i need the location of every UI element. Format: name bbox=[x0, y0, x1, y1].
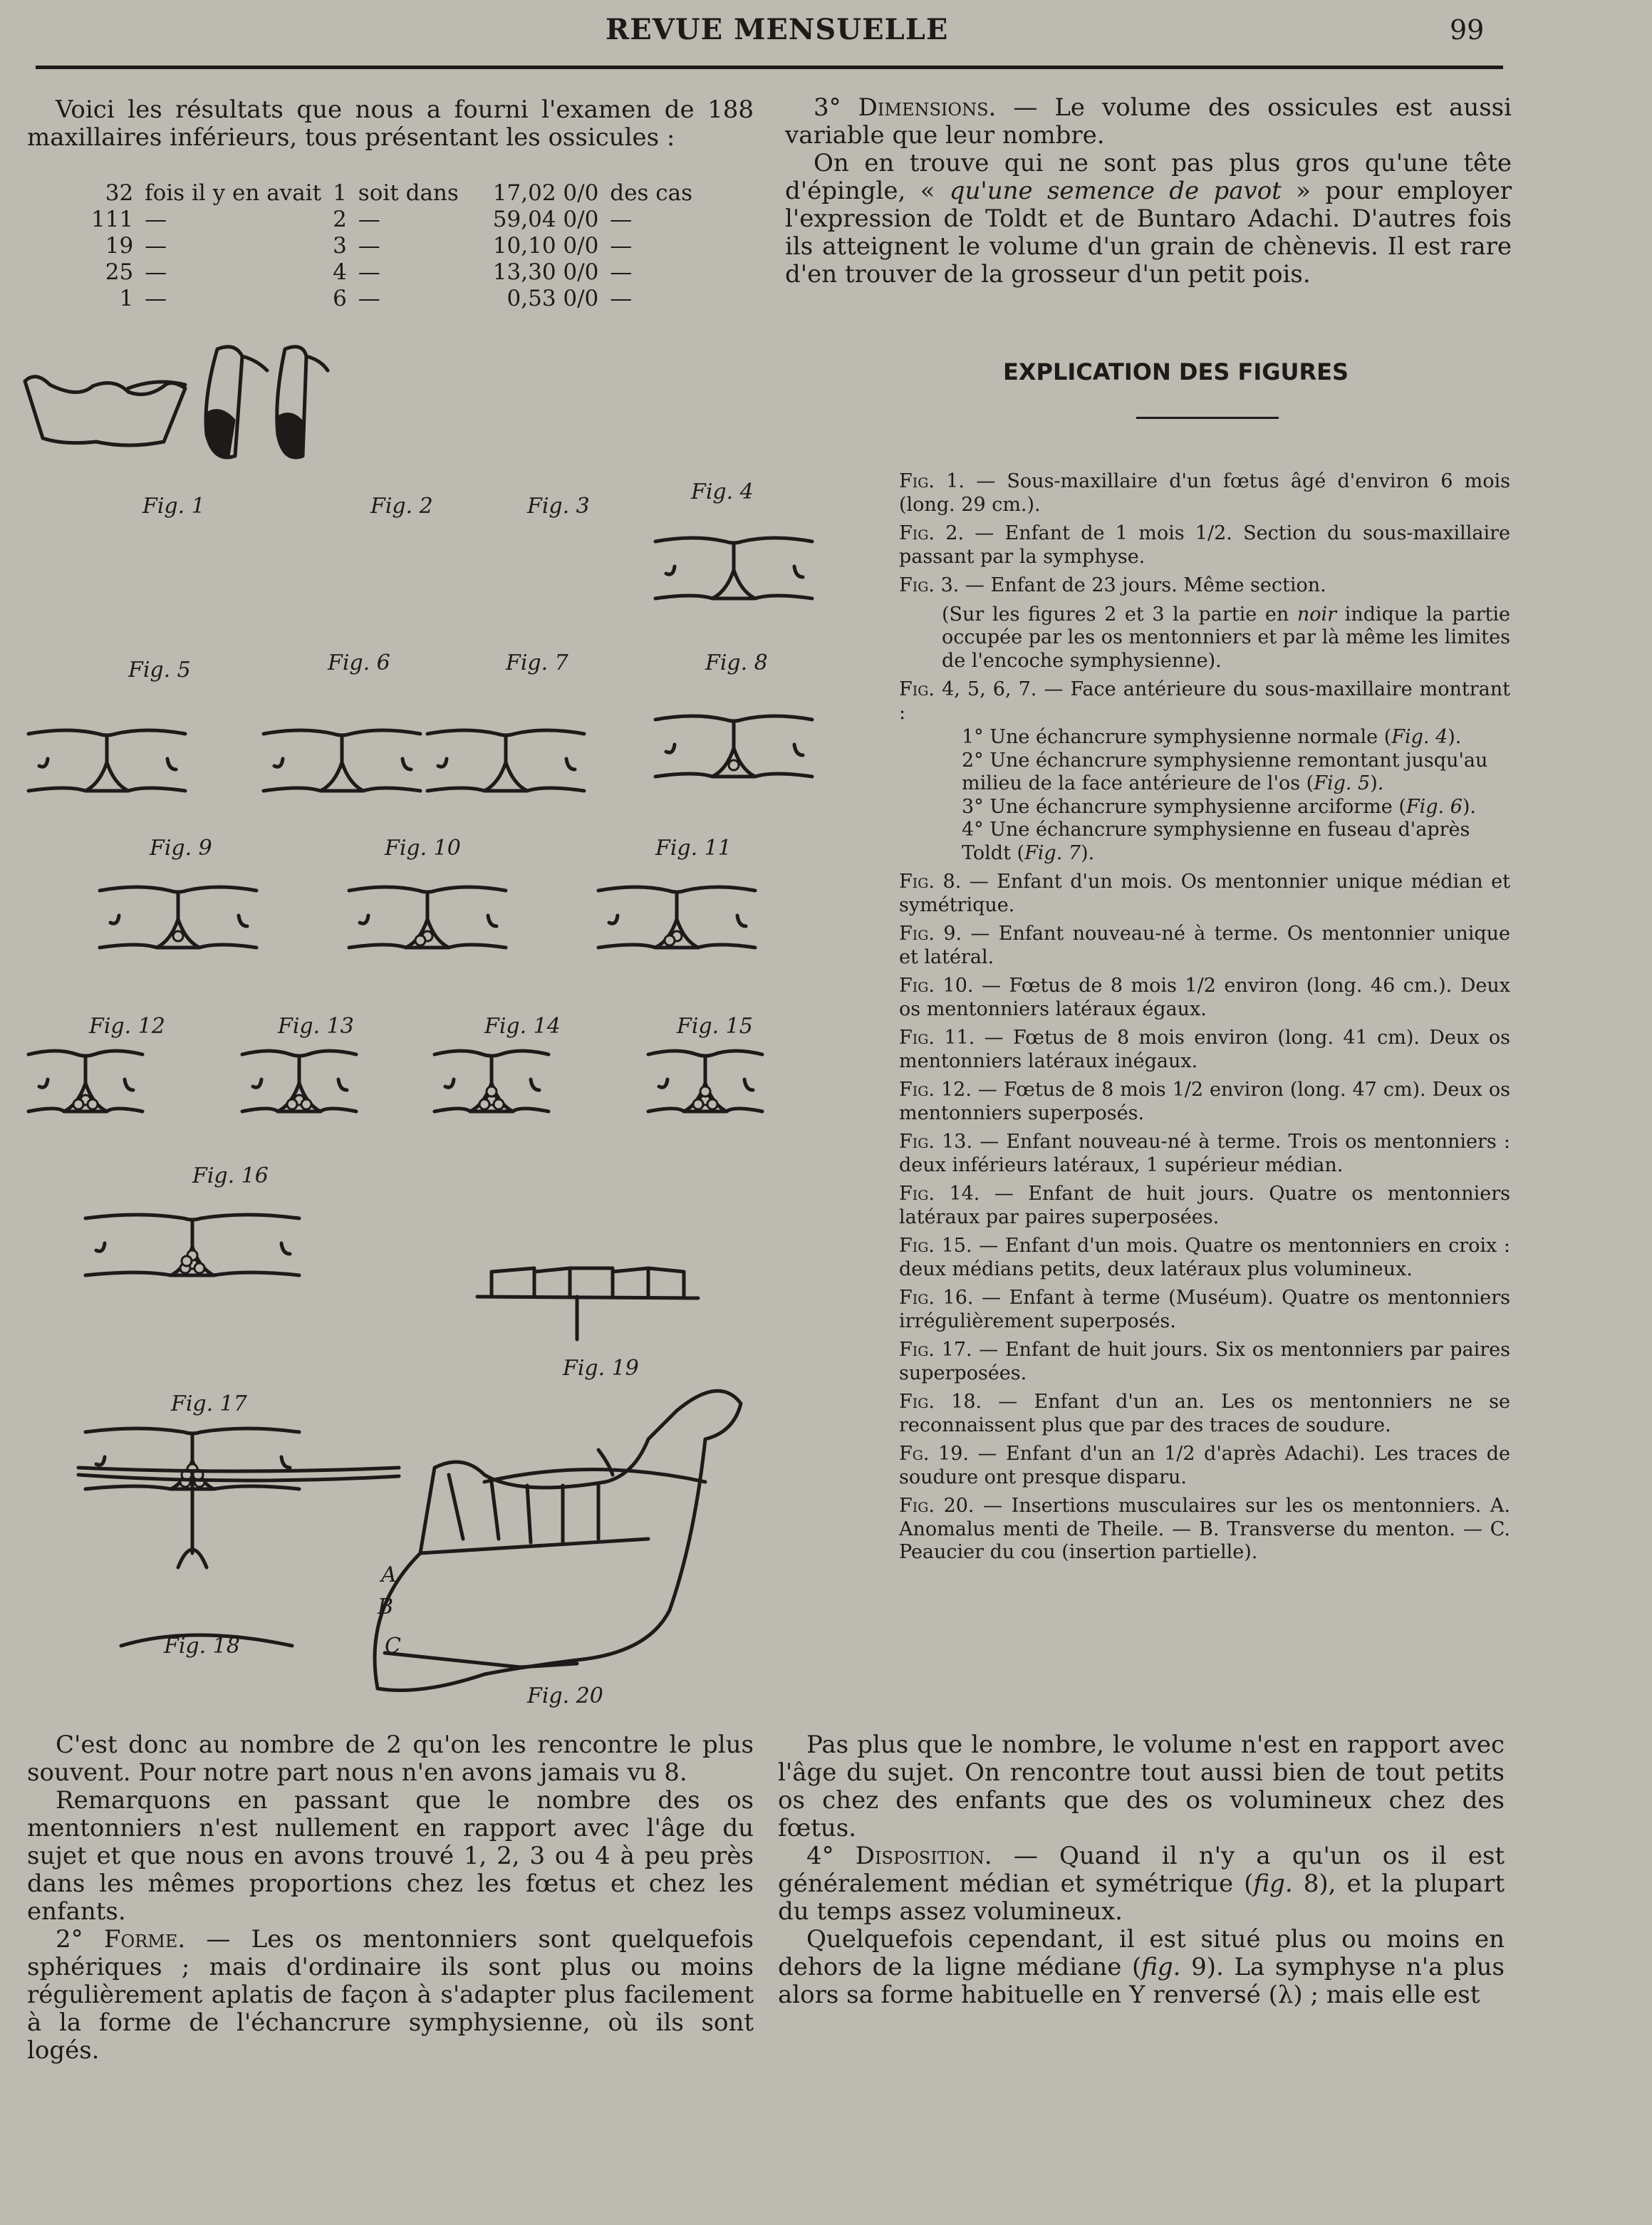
figure-label: Fig. 18 bbox=[164, 1634, 240, 1659]
stats-cell-soit: soit dans bbox=[358, 180, 459, 206]
figure-stroke bbox=[666, 745, 675, 752]
ossicle-mark bbox=[287, 1099, 297, 1109]
page-header bbox=[0, 0, 1652, 71]
stats-row bbox=[85, 207, 698, 233]
ossicle-mark bbox=[700, 1086, 710, 1096]
figure-stroke bbox=[737, 916, 746, 926]
figure-stroke bbox=[39, 1079, 48, 1087]
dimensions-section: 3° Dimensions. — Le volume des ossicules est aussi variable que leur nombre. On en trouve qui ne sont pas plus gros qu'une tête d'épingle, « qu'une semence de pavot » pour employer l'expression de Toldt et de Buntaro Adachi. D'autres fois ils atteignent le volume d'un grain de chènevis. Il est rare d'en trouver de la grosseur d'un petit pois. bbox=[785, 93, 1512, 289]
ossicle-mark bbox=[73, 1099, 83, 1109]
stats-cell-count: 25 bbox=[105, 259, 134, 285]
figure-stroke bbox=[85, 735, 128, 791]
figure-stroke bbox=[264, 788, 420, 791]
figure-stroke bbox=[598, 945, 755, 948]
ossicle-mark bbox=[415, 935, 425, 945]
ossicle-mark bbox=[479, 1099, 489, 1109]
figure-label: Fig. 17 bbox=[171, 1391, 247, 1416]
figure-stroke bbox=[281, 1243, 290, 1254]
explication-item: Fig. 1. — Sous-maxillaire d'un fœtus âgé d'environ 6 mois (long. 29 cm.). bbox=[899, 470, 1510, 516]
stats-cell-count: 19 bbox=[105, 233, 134, 259]
figure-stroke bbox=[125, 1079, 133, 1090]
stats-cell-tail: — bbox=[610, 286, 633, 311]
figure-stroke bbox=[85, 1272, 299, 1275]
intro-paragraph: Voici les résultats que nous a fourni l'examen de 188 maxillaires inférieurs, tous présentant les ossicules : bbox=[27, 95, 754, 152]
figure-stroke bbox=[208, 411, 234, 456]
figures-plate bbox=[21, 328, 855, 1724]
explication-item: Fig. 3. — Enfant de 23 jours. Même section. bbox=[899, 574, 1326, 596]
figure-label: Fig. 4 bbox=[691, 479, 754, 504]
figure-stroke bbox=[96, 1457, 105, 1465]
section-heading: Forme. bbox=[103, 1925, 186, 1954]
page-number: 99 bbox=[1450, 14, 1485, 46]
figure-stroke bbox=[39, 759, 48, 767]
figure-stroke bbox=[566, 759, 575, 769]
figure-marker: B bbox=[378, 1594, 394, 1619]
stats-cell-pct: 10,10 0/0 bbox=[492, 233, 599, 259]
header-rule bbox=[36, 66, 1503, 69]
stats-cell-tail: des cas bbox=[610, 180, 693, 206]
section-heading: Dimensions. bbox=[858, 93, 997, 122]
ossicle-mark bbox=[182, 1256, 192, 1266]
figure-stroke bbox=[435, 1109, 549, 1111]
figure-stroke bbox=[279, 415, 303, 456]
figure-stroke bbox=[375, 1391, 741, 1690]
explication-item: Fig. 13. — Enfant nouveau-né à terme. Trois os mentonniers : deux inférieurs latéraux, 1 supérieur médian. bbox=[899, 1131, 1510, 1176]
figure-stroke bbox=[402, 759, 411, 769]
stats-table bbox=[85, 180, 698, 312]
explication-item: Fig. 10. — Fœtus de 8 mois 1/2 environ (long. 46 cm.). Deux os mentonniers latéraux égaux. bbox=[899, 975, 1510, 1020]
figure-stroke bbox=[794, 566, 803, 577]
explication-subitem: 2° Une échancrure symphysienne remontant jusqu'au milieu de la face antérieure de l'os (Fig. 5). bbox=[962, 749, 1488, 794]
stats-cell-tail: — bbox=[610, 259, 633, 285]
figure-stroke bbox=[253, 1079, 261, 1087]
stats-row bbox=[85, 180, 698, 207]
explication-subitem: 3° Une échancrure symphysienne arciforme (Fig. 6). bbox=[962, 795, 1477, 818]
explication-list bbox=[899, 470, 1510, 1570]
figure-stroke bbox=[242, 1109, 356, 1111]
figure-stroke bbox=[28, 788, 185, 791]
explication-item: Fig. 15. — Enfant d'un mois. Quatre os mentonniers en croix : deux médians petits, deux latéraux plus volumineux. bbox=[899, 1235, 1510, 1280]
stats-cell-text: — bbox=[145, 286, 167, 311]
stats-cell-num: 4 bbox=[333, 259, 347, 285]
figure-marker: A bbox=[381, 1562, 397, 1587]
figure-label: Fig. 12 bbox=[89, 1014, 165, 1039]
stats-cell-count: 111 bbox=[91, 207, 134, 232]
figure-stroke bbox=[110, 916, 119, 923]
figure-stroke bbox=[306, 356, 328, 370]
figure-label: Fig. 1 bbox=[142, 494, 205, 519]
stats-cell-soit: — bbox=[358, 286, 380, 311]
ossicle-mark bbox=[665, 935, 675, 945]
explication-title: EXPLICATION DES FIGURES bbox=[1003, 358, 1349, 385]
figure-stroke bbox=[531, 1079, 539, 1090]
figure-marker: C bbox=[385, 1634, 401, 1659]
figure-label: Fig. 20 bbox=[527, 1684, 603, 1708]
stats-cell-pct: 17,02 0/0 bbox=[492, 180, 599, 206]
figure-label: Fig. 9 bbox=[150, 836, 212, 861]
figure-stroke bbox=[712, 543, 755, 598]
figure-stroke bbox=[25, 377, 185, 445]
figure-stroke bbox=[484, 1297, 705, 1482]
explication-item: Fig. 20. — Insertions musculaires sur les os mentonniers. A. Anomalus menti de Theile. — B. Transverse du menton. — C. Peaucier du cou (insertion partielle). bbox=[899, 1495, 1510, 1563]
figure-stroke bbox=[349, 945, 506, 948]
figure-stroke bbox=[239, 916, 247, 926]
figure-stroke bbox=[427, 788, 584, 791]
stats-cell-count: 32 bbox=[105, 180, 134, 206]
figure-label: Fig. 19 bbox=[563, 1356, 639, 1381]
figure-stroke bbox=[274, 759, 283, 767]
stats-cell-soit: — bbox=[358, 207, 380, 232]
figure-note: (Sur les figures 2 et 3 la partie en noir indique la partie occupée par les os mentonniers et par là même les limites de l'encoche symphysienne). bbox=[942, 603, 1511, 672]
stats-cell-pct: 59,04 0/0 bbox=[492, 207, 599, 232]
ossicle-mark bbox=[487, 1086, 497, 1096]
journal-title: REVUE MENSUELLE bbox=[606, 13, 949, 46]
ossicle-mark bbox=[88, 1099, 98, 1109]
figure-stroke bbox=[666, 566, 675, 574]
stats-cell-text: fois il y en avait bbox=[145, 180, 322, 206]
explication-item: Fig. 14. — Enfant de huit jours. Quatre os mentonniers latéraux par paires superposées. bbox=[899, 1183, 1510, 1228]
figure-label: Fig. 6 bbox=[328, 650, 390, 675]
stats-cell-count: 1 bbox=[119, 286, 134, 311]
figure-label: Fig. 10 bbox=[385, 836, 461, 861]
explication-item: Fig. 2. — Enfant de 1 mois 1/2. Section du sous-maxillaire passant par la symphyse. bbox=[899, 522, 1511, 568]
figure-stroke bbox=[28, 1109, 142, 1111]
explication-item: Fig. 17. — Enfant de huit jours. Six os mentonniers par paires superposées. bbox=[899, 1339, 1510, 1384]
explication-rule bbox=[1136, 417, 1279, 419]
figure-label: Fig. 15 bbox=[677, 1014, 753, 1039]
figure-label: Fig. 11 bbox=[655, 836, 732, 861]
figure-stroke bbox=[488, 916, 497, 926]
ossicle-mark bbox=[173, 931, 183, 941]
stats-cell-pct: 13,30 0/0 bbox=[492, 259, 599, 285]
stats-cell-tail: — bbox=[610, 207, 633, 232]
explication-item: Fig. 11. — Fœtus de 8 mois environ (long. 41 cm). Deux os mentonniers latéraux inégaux. bbox=[899, 1027, 1510, 1072]
ossicle-mark bbox=[494, 1099, 504, 1109]
ossicle-mark bbox=[729, 760, 739, 770]
stats-cell-text: — bbox=[145, 207, 167, 232]
figure-stroke bbox=[655, 774, 812, 777]
figure-stroke bbox=[78, 1468, 399, 1480]
stats-row bbox=[85, 233, 698, 259]
figure-stroke bbox=[477, 1268, 698, 1298]
explication-item: Fig. 12. — Fœtus de 8 mois 1/2 environ (long. 47 cm). Deux os mentonniers superposés. bbox=[899, 1079, 1510, 1124]
figure-label: Fig. 14 bbox=[484, 1014, 561, 1039]
stats-cell-text: — bbox=[145, 259, 167, 285]
figure-stroke bbox=[321, 735, 363, 791]
figure-stroke bbox=[167, 759, 176, 769]
figure-stroke bbox=[648, 1109, 762, 1111]
ossicle-mark bbox=[707, 1099, 717, 1109]
explication-item: Fg. 19. — Enfant d'un an 1/2 d'après Adachi). Les traces de soudure ont presque disparu. bbox=[899, 1443, 1511, 1488]
explication-item: Fig. 4, 5, 6, 7. — Face antérieure du sous-maxillaire montrant : bbox=[899, 678, 1511, 724]
stats-cell-pct: 0,53 0/0 bbox=[506, 286, 599, 311]
figure-stroke bbox=[438, 759, 447, 767]
stats-cell-num: 6 bbox=[333, 286, 347, 311]
figure-stroke bbox=[744, 1079, 753, 1090]
ossicle-mark bbox=[194, 1263, 204, 1273]
figure-label: Fig. 8 bbox=[705, 650, 768, 675]
figure-stroke bbox=[121, 1476, 292, 1646]
explication-item: Fig. 8. — Enfant d'un mois. Os mentonnier unique médian et symétrique. bbox=[899, 871, 1510, 916]
figure-label: Fig. 3 bbox=[527, 494, 590, 519]
ossicle-mark bbox=[301, 1099, 311, 1109]
explication-subitem: 1° Une échancrure symphysienne normale (Fig. 4). bbox=[962, 726, 1462, 748]
figure-label: Fig. 5 bbox=[128, 658, 191, 683]
figure-stroke bbox=[338, 1079, 347, 1090]
ossicle-mark bbox=[693, 1099, 703, 1109]
figure-label: Fig. 16 bbox=[192, 1163, 269, 1188]
figure-stroke bbox=[385, 1653, 577, 1667]
figure-stroke bbox=[794, 745, 803, 755]
stats-cell-tail: — bbox=[610, 233, 633, 259]
bottom-right-text: Pas plus que le nombre, le volume n'est en rapport avec l'âge du sujet. On rencontre tout aussi bien de tout petits os chez des enfants que des os volumineux chez des fœtus. 4° Disposition. — Quand il n'y a qu'un os il est généralement médian et symétrique (fig. 8), et la plupart du temps assez volumineux. Quelquefois cependant, il est situé plus ou moins en dehors de la ligne médiane (fig. 9). La symphyse n'a plus alors sa forme habituelle en Y renversé (λ) ; mais elle est bbox=[778, 1731, 1505, 2009]
stats-cell-num: 1 bbox=[333, 180, 347, 206]
figure-stroke bbox=[659, 1079, 667, 1087]
stats-row bbox=[85, 259, 698, 286]
explication-item: Fig. 16. — Enfant à terme (Muséum). Quatre os mentonniers irrégulièrement superposés. bbox=[899, 1287, 1510, 1332]
figure-stroke bbox=[484, 735, 527, 791]
figure-label: Fig. 13 bbox=[278, 1014, 354, 1039]
figure-stroke bbox=[655, 596, 812, 598]
explication-subitem: 4° Une échancrure symphysienne en fuseau d'après Toldt (Fig. 7). bbox=[962, 819, 1470, 864]
stats-cell-soit: — bbox=[358, 259, 380, 285]
figure-stroke bbox=[360, 916, 368, 923]
section-heading: Disposition. bbox=[855, 1842, 992, 1870]
figure-stroke bbox=[445, 1079, 454, 1087]
figure-stroke bbox=[609, 916, 618, 923]
figure-label: Fig. 7 bbox=[506, 650, 568, 675]
stats-cell-text: — bbox=[145, 233, 167, 259]
figure-stroke bbox=[96, 1243, 105, 1251]
bottom-left-text: C'est donc au nombre de 2 qu'on les rencontre le plus souvent. Pour notre part nous n'en avons jamais vu 8. Remarquons en passant que le nombre des os mentonniers n'est nullement en rapport avec l'âge du sujet et que nous en avons trouvé 1, 2, 3 ou 4 à peu près dans les mêmes proportions chez les fœtus et chez les enfants. 2° Forme. — Les os mentonniers sont quelquefois sphériques ; mais d'ordinaire ils sont plus ou moins régulièrement aplatis de façon à s'adapter plus facilement à la forme de l'échancrure symphysienne, où ils sont logés. bbox=[27, 1731, 754, 2065]
stats-row bbox=[85, 286, 698, 312]
figure-stroke bbox=[100, 945, 256, 948]
figure-label: Fig. 2 bbox=[370, 494, 433, 519]
figure-stroke bbox=[242, 356, 267, 370]
stats-cell-soit: — bbox=[358, 233, 380, 259]
explication-item: Fig. 18. — Enfant d'un an. Les os mentonniers ne se reconnaissent plus que par des traces de soudure. bbox=[899, 1391, 1510, 1436]
stats-cell-num: 3 bbox=[333, 233, 347, 259]
figure-stroke bbox=[281, 1457, 290, 1468]
stats-cell-num: 2 bbox=[333, 207, 347, 232]
explication-item: Fig. 9. — Enfant nouveau-né à terme. Os mentonnier unique et latéral. bbox=[899, 923, 1510, 968]
